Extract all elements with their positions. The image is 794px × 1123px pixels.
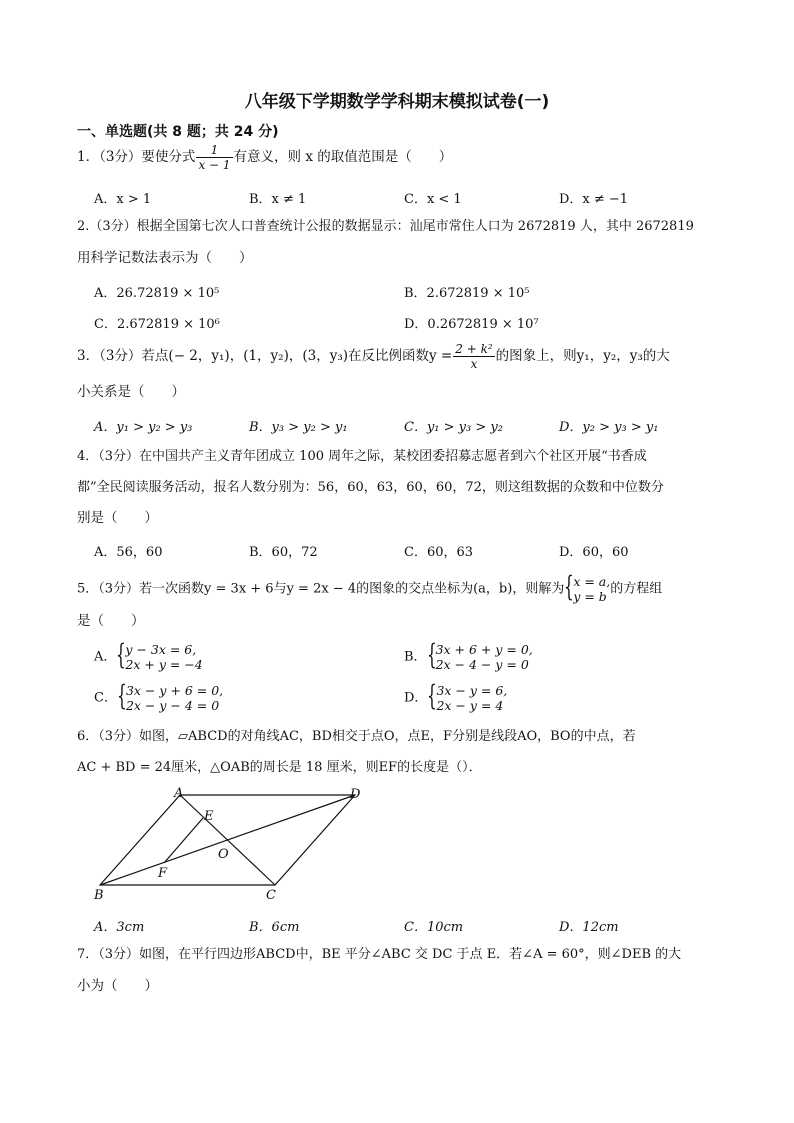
q4-line-1: 4．（3分）在中国共产主义青年团成立 100 周年之际，某校团委招募志愿者到六个社区开展“书香成 [77,449,647,464]
q5-option-a[interactable] [94,638,203,672]
q5-sys-bottom: y = b [573,589,607,604]
q3-prefix: 3．（3分）若点(− 2，y₁)，(1，y₂)，(3，y₃)在反比例函数y = [77,348,453,364]
q1-suffix: 有意义，则 x 的取值范围是（ ） [233,149,453,165]
q5-option-d-bottom: 2x − y = 4 [436,698,504,713]
q3-fraction [453,342,494,371]
q5-brace-icon: { [564,570,575,603]
question-5 [77,570,663,604]
q3-frac-numerator: 2 + k² [455,342,493,356]
q5-option-b-label: B． [404,649,427,665]
q5-option-d-top: 3x − y = 6, [436,683,508,698]
q2-option-d[interactable]: D．0.2672819 × 10⁷ [404,317,539,332]
diagonal-bd [100,795,355,885]
q6-option-d[interactable]: D．12cm [559,920,619,935]
q6-option-c[interactable]: C．10cm [404,920,464,935]
q5-prefix: 5．（3分）若一次函数y = 3x + 6与y = 2x − 4的图象的交点坐标为(a，b)，则解为 [77,581,565,597]
section-heading: 一、单选题(共 8 题；共 24 分) [77,124,279,140]
q5-option-a-bottom: 2x + y = −4 [125,657,203,672]
q5-option-c-top: 3x − y + 6 = 0, [125,683,224,698]
q3-frac-denominator: x [470,357,478,371]
q5-option-d-system [427,679,508,713]
question-1 [77,143,452,172]
brace-icon: { [116,679,127,712]
brace-icon: { [427,679,438,712]
q3-option-c[interactable]: C．y₁ > y₃ > y₂ [404,420,503,435]
q1-frac-numerator: 1 [196,143,232,158]
q4-option-b[interactable]: B．60，72 [249,545,318,560]
q1-option-b[interactable]: B．x ≠ 1 [249,192,307,207]
q2-line-2: 用科学记数法表示为（ ） [77,250,253,266]
q6-line-2: AC + BD = 24厘米，△OAB的周长是 18 厘米，则EF的长度是（）． [77,760,482,775]
q4-option-c[interactable]: C．60，63 [404,545,474,560]
q3-option-b[interactable]: B．y₃ > y₂ > y₁ [249,420,348,435]
q5-option-a-top: y − 3x = 6, [125,642,197,657]
label-e: E [204,809,214,824]
label-f: F [158,866,168,881]
label-d: D [350,787,361,802]
q3-option-d[interactable]: D．y₂ > y₃ > y₁ [559,420,659,435]
label-a: A [174,786,184,801]
q4-option-d[interactable]: D．60，60 [559,545,629,560]
q6-line-1: 6．（3分）如图，▱ABCD的对角线AC，BD相交于点O，点E，F分别是线段AO，BO的中点，若 [77,729,636,744]
question-3 [77,342,670,371]
q5-option-b-system [426,638,533,672]
q5-option-d[interactable] [404,679,508,713]
q5-option-c-bottom: 2x − y − 4 = 0 [125,698,220,713]
q7-line-1: 7．（3分）如图，在平行四边形ABCD中，BE 平分∠ABC 交 DC 于点 E．若∠A = 60°，则∠DEB 的大 [77,947,682,962]
q2-option-b[interactable]: B．2.672819 × 10⁵ [404,286,530,301]
q7-line-2: 小为（ ） [77,978,158,994]
q5-option-c[interactable] [94,679,224,713]
parallelogram-figure [80,784,380,904]
q2-option-a[interactable]: A．26.72819 × 10⁵ [94,286,220,301]
page-title: 八年级下学期数学学科期末模拟试卷(一) [244,92,550,112]
q3-line-2: 小关系是（ ） [77,384,185,400]
q4-option-a[interactable]: A．56，60 [94,545,163,560]
q1-option-d[interactable]: D．x ≠ −1 [559,192,629,207]
q5-option-b-top: 3x + 6 + y = 0, [435,642,533,657]
q6-option-b[interactable]: B．6cm [249,920,300,935]
q3-suffix: 的图象上，则y₁，y₂，y₃的大 [495,348,670,364]
q5-option-c-label: C． [94,690,117,706]
q6-option-a[interactable]: A．3cm [94,920,145,935]
brace-icon: { [116,638,127,671]
q5-line-2: 是（ ） [77,613,145,629]
q5-sys-top: x = a, [573,574,611,589]
q1-prefix: 1．（3分）要使分式 [77,149,196,165]
q2-option-c[interactable]: C．2.672819 × 10⁶ [94,317,220,332]
q3-option-a[interactable]: A．y₁ > y₂ > y₃ [94,420,193,435]
q5-solution-system [564,570,611,604]
label-b: B [94,888,104,903]
q5-option-b-bottom: 2x − 4 − y = 0 [435,657,529,672]
q1-option-c[interactable]: C．x < 1 [404,192,462,207]
q1-option-a[interactable]: A．x > 1 [94,192,152,207]
label-o: O [218,847,229,862]
label-c: C [266,888,276,903]
q4-line-2: 都”全民阅读服务活动，报名人数分别为：56，60，63，60，60，72，则这组数据的众数和中位数分 [77,480,664,495]
q5-option-d-label: D． [404,690,428,706]
q4-line-3: 别是（ ） [77,510,158,526]
segment-ef [164,818,203,863]
q5-option-a-label: A． [94,649,117,665]
brace-icon: { [426,638,437,671]
q5-option-c-system [116,679,224,713]
q2-line-1: 2.（3分）根据全国第七次人口普查统计公报的数据显示：汕尾市常住人口为 2672819 人，其中 2672819 [77,219,694,234]
q5-option-b[interactable] [404,638,533,672]
q1-frac-denominator: x − 1 [198,158,231,172]
q5-option-a-system [116,638,203,672]
q1-fraction [196,143,232,172]
q5-suffix: 的方程组 [610,581,663,597]
